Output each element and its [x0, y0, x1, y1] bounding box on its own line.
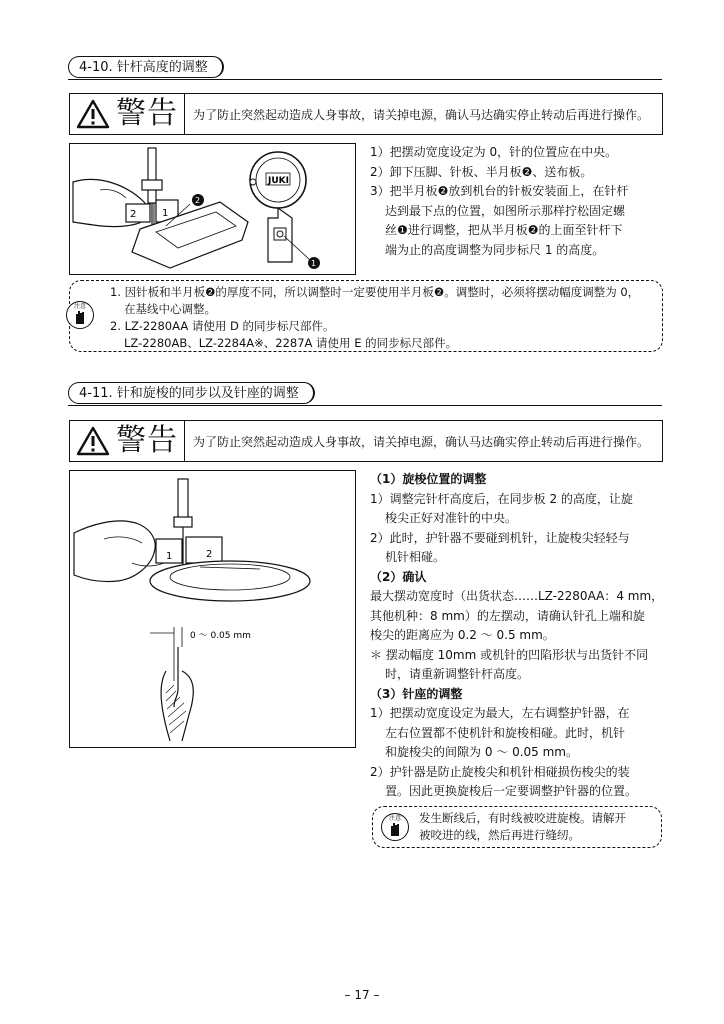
subhead-confirm: （2）确认 — [370, 569, 427, 584]
svg-text:1: 1 — [311, 259, 317, 268]
text-line: 最大摆动宽度时（出货状态……LZ-2280AA：4 mm， — [370, 589, 664, 603]
note-line-4: LZ-2280AB、LZ-2284A※、2287A 请使用 E 的同步标尺部件。 — [124, 336, 458, 350]
needle-bar-illustration — [70, 144, 355, 274]
warning-text: 为了防止突然起动造成人身事故，请关掉电源，确认马达确实停止转动后再进行操作。 — [193, 107, 650, 122]
note-line-2: 被咬进的线，然后再进行缝纫。 — [419, 828, 580, 842]
caution-hand-icon: 注意 — [381, 813, 409, 841]
warning-label — [70, 94, 185, 134]
note-line-1: 发生断线后，有时线被咬进旋梭。请解开 — [419, 811, 626, 825]
caution-hand-icon: 注意 — [66, 301, 94, 329]
brand-logo: JUKI — [268, 176, 289, 186]
warning-box — [69, 420, 663, 462]
step-1: 1）把摆动宽度设定为 0，针的位置应在中央。 — [370, 145, 618, 159]
section-header-4-10 — [68, 56, 662, 82]
gauge-label-2: 2 — [130, 209, 137, 220]
step-3-cont-2: 丝❶进行调整，把从半月板❷的上面至针杆下 — [385, 223, 623, 237]
hook-timing-illustration — [70, 471, 355, 747]
text-line: 机针相碰。 — [385, 550, 446, 564]
warning-label — [70, 421, 185, 461]
step-3: 3）把半月板❷放到机台的针板安装面上，在针杆 — [370, 184, 629, 198]
gap-label: 0 ～ 0.05 mm — [190, 631, 251, 641]
text-line: 时，请重新调整针杆高度。 — [385, 667, 530, 681]
warning-triangle-icon — [76, 426, 110, 456]
step-3-cont-3: 端为止的高度调整为同步标尺 1 的高度。 — [385, 242, 605, 257]
warning-title: 警告 — [116, 423, 178, 458]
note-line-2: 在基线中心调整。 — [124, 302, 216, 316]
subhead-needle-guard: （3）针座的调整 — [370, 686, 463, 701]
subhead-hook-position: （1）旋梭位置的调整 — [370, 472, 487, 486]
section-rule — [68, 79, 662, 80]
figure-needle-bar-height — [69, 143, 356, 275]
text-line: 左右位置都不使机针和旋梭相碰。此时，机针 — [385, 725, 626, 740]
note-line-3: 2. LZ-2280AA 请使用 D 的同步标尺部件。 — [110, 319, 335, 333]
text-line: 置。因此更换旋梭后一定要调整护针器的位置。 — [385, 784, 638, 798]
section-rule — [68, 405, 662, 406]
warning-text: 为了防止突然起动造成人身事故，请关掉电源，确认马达确实停止转动后再进行操作。 — [193, 434, 650, 449]
text-line: 2）护针器是防止旋梭尖和机针相碰损伤梭尖的装 — [370, 764, 630, 779]
note-line-1: 1. 因针板和半月板❷的厚度不同，所以调整时一定要使用半月板❷。调整时，必须将摆动幅度调整为 0， — [110, 285, 640, 299]
section-header-4-11 — [68, 382, 662, 408]
text-line: ＊ 摆动幅度 10mm 或机针的凹陷形状与出货针不同 — [370, 647, 649, 662]
section-title: 4-10. 针杆高度的调整 — [68, 56, 224, 78]
text-line: 1）把摆动宽度设定为最大，左右调整护针器，在 — [370, 706, 630, 720]
step-3-cont-1: 达到最下点的位置，如图所示那样拧松固定螺 — [385, 203, 626, 218]
text-line: 和旋梭尖的间隙为 0 ～ 0.05 mm。 — [385, 745, 578, 759]
warning-triangle-icon — [76, 99, 110, 129]
text-line: 1）调整完针杆高度后，在同步板 2 的高度，让旋 — [370, 491, 633, 506]
caution-note — [69, 280, 663, 352]
svg-text:2: 2 — [195, 196, 201, 205]
warning-box — [69, 93, 663, 135]
caution-note — [372, 806, 662, 848]
warning-title: 警告 — [116, 96, 178, 131]
procedure-text — [370, 470, 670, 802]
gauge-label-1: 1 — [166, 551, 173, 562]
figure-hook-timing — [69, 470, 356, 748]
text-line: 梭尖的距离应为 0.2 ～ 0.5 mm。 — [370, 628, 555, 642]
section-title: 4-11. 针和旋梭的同步以及针座的调整 — [68, 382, 315, 404]
text-line: 其他机种：8 mm）的左摆动，请确认针孔上端和旋 — [370, 608, 645, 623]
steps-list — [370, 143, 670, 260]
gauge-label-2: 2 — [206, 549, 213, 560]
text-line: 梭尖正好对准针的中央。 — [385, 511, 518, 525]
step-2: 2）卸下压脚、针板、半月板❷、送布板。 — [370, 164, 593, 179]
text-line: 2）此时，护针器不要碰到机针，让旋梭尖轻轻与 — [370, 530, 630, 545]
gauge-label-1: 1 — [162, 208, 169, 219]
page-number: – 17 – — [344, 988, 380, 1002]
